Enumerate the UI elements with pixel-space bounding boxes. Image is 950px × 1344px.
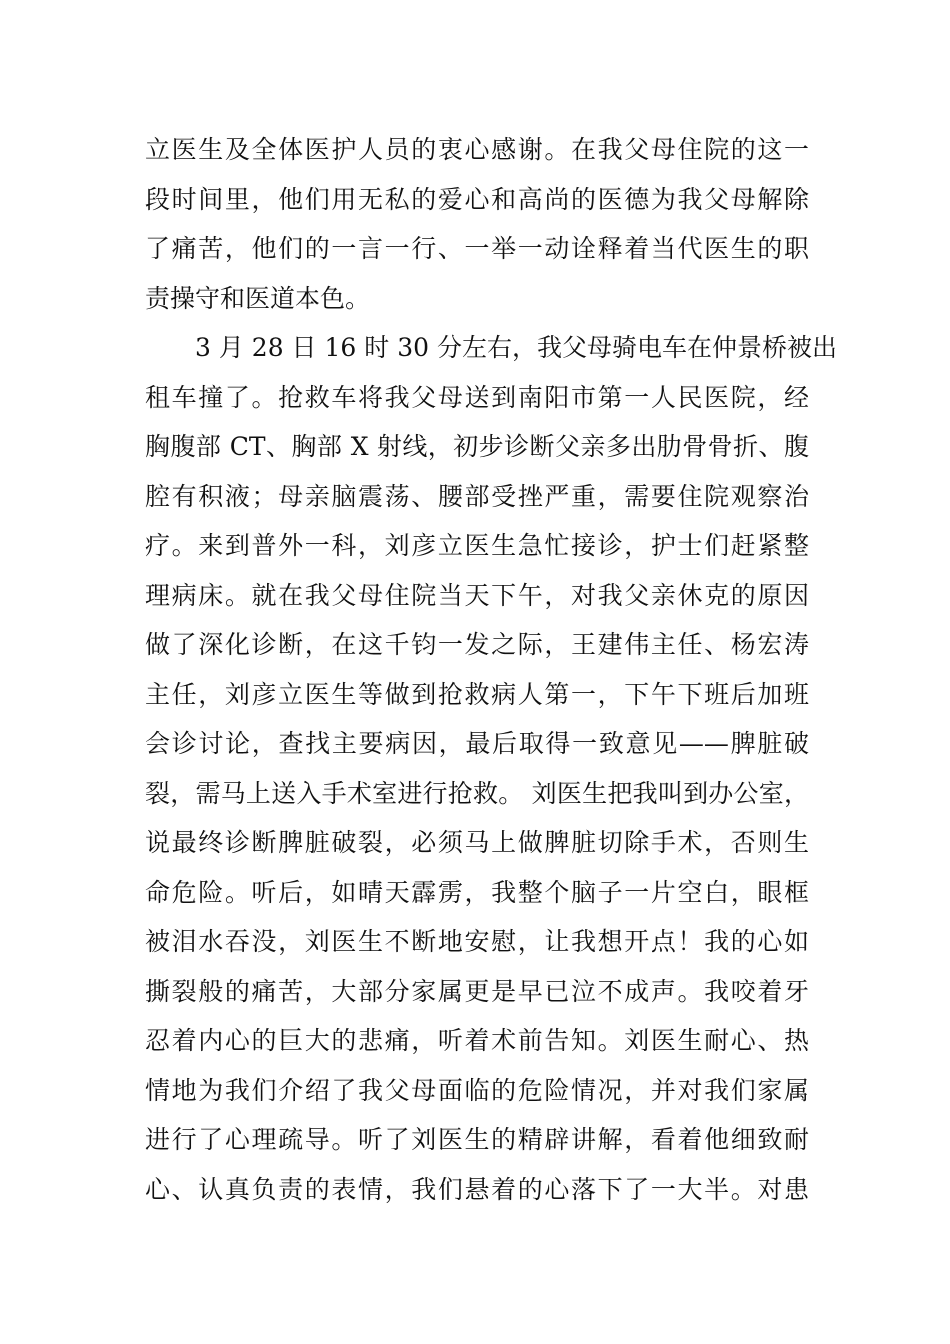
text-line: 主任，刘彦立医生等做到抢救病人第一，下午下班后加班 — [145, 679, 809, 709]
text-line: 做了深化诊断，在这千钧一发之际，王建伟主任、杨宏涛 — [145, 630, 809, 659]
text-line: 会诊讨论，查找主要病因，最后取得一致意见——脾脏破 — [145, 729, 809, 758]
text-line: 说最终诊断脾脏破裂，必须马上做脾脏切除手术，否则生 — [145, 828, 809, 857]
text-line: 心、认真负责的表情，我们悬着的心落下了一大半。对患 — [145, 1174, 809, 1204]
text-line: 撕裂般的痛苦，大部分家属更是早已泣不成声。我咬着牙 — [145, 976, 809, 1006]
text-line: 被泪水吞没，刘医生不断地安慰，让我想开点！我的心如 — [145, 927, 809, 956]
text-line: 裂，需马上送入手术室进行抢救。 刘医生把我叫到办公室， — [145, 778, 809, 808]
text-line: 胸腹部 CT、胸部 X 射线，初步诊断父亲多出肋骨骨折、腹 — [145, 432, 809, 461]
text-line: 情地为我们介绍了我父母面临的危险情况，并对我们家属 — [145, 1075, 809, 1105]
paragraph-1 — [145, 125, 809, 323]
text-line: 段时间里，他们用无私的爱心和高尚的医德为我父母解除 — [145, 184, 809, 214]
text-line: 忍着内心的巨大的悲痛，听着术前告知。刘医生耐心、热 — [145, 1026, 809, 1055]
text-line: 了痛苦，他们的一言一行、一举一动诠释着当代医生的职 — [145, 234, 809, 263]
text-line: 3 月 28 日 16 时 30 分左右，我父母骑电车在仲景桥被出 — [145, 333, 837, 362]
text-line: 腔有积液；母亲脑震荡、腰部受挫严重，需要住院观察治 — [145, 481, 809, 511]
body-text — [145, 125, 837, 1214]
text-line: 进行了心理疏导。听了刘医生的精辟讲解，看着他细致耐 — [145, 1125, 809, 1154]
text-line: 理病床。就在我父母住院当天下午，对我父亲休克的原因 — [145, 580, 809, 610]
text-line: 疗。来到普外一科，刘彦立医生急忙接诊，护士们赶紧整 — [145, 531, 809, 560]
text-line: 租车撞了。抢救车将我父母送到南阳市第一人民医院，经 — [145, 382, 809, 412]
paragraph-2 — [145, 323, 837, 1214]
text-line: 命危险。听后，如晴天霹雳，我整个脑子一片空白，眼框 — [145, 877, 809, 907]
text-line: 责操守和医道本色。 — [145, 283, 371, 313]
text-line: 立医生及全体医护人员的衷心感谢。在我父母住院的这一 — [145, 135, 809, 164]
